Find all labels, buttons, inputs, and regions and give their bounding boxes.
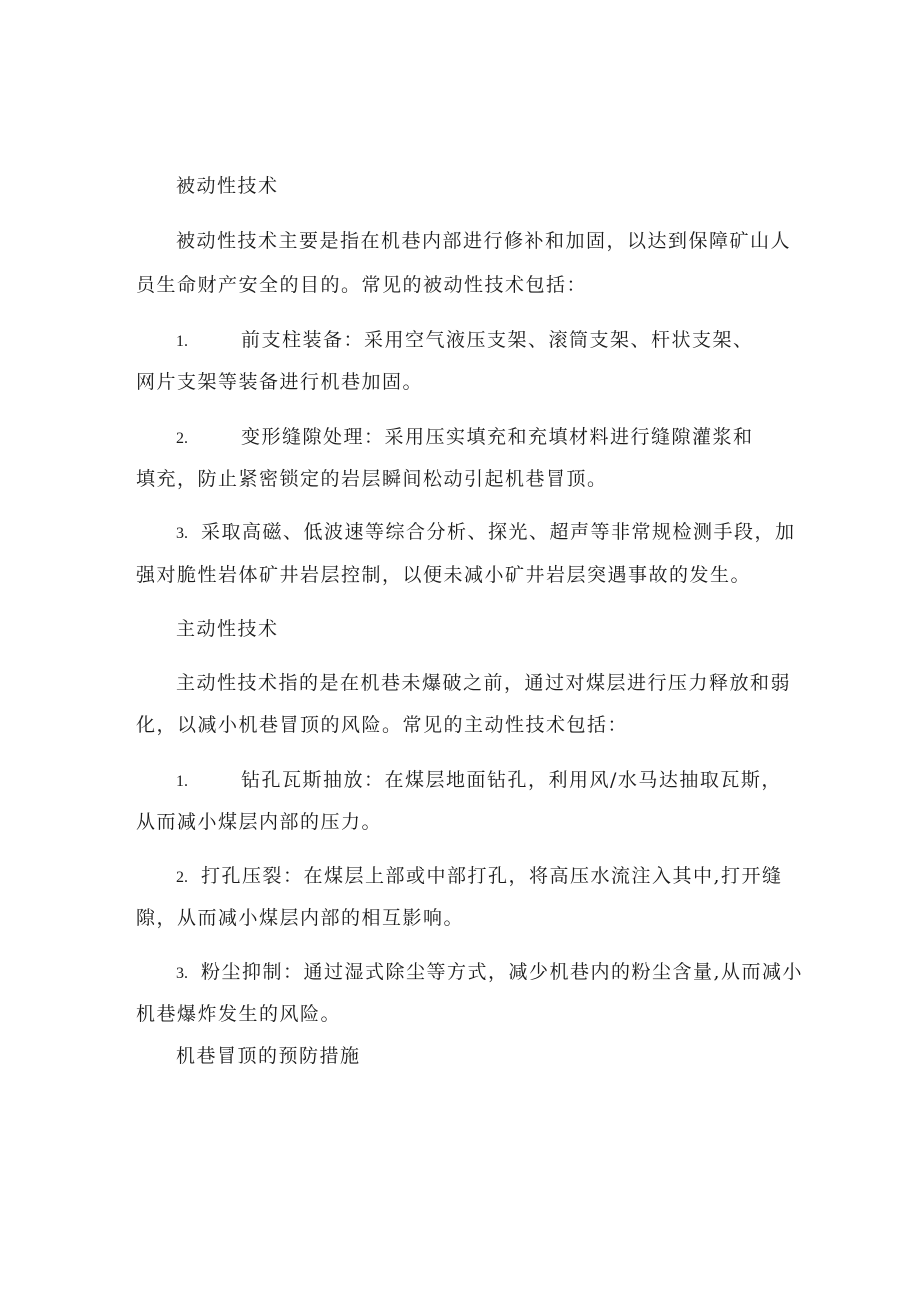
paragraph-active-intro-line2: 化，以减小机巷冒顶的风险。常见的主动性技术包括： bbox=[136, 714, 629, 736]
list-number: 1. bbox=[176, 773, 188, 790]
paragraph-passive-intro-line1: 被动性技术主要是指在机巷内部进行修补和加固，以达到保障矿山人 bbox=[176, 230, 792, 252]
list-item-text: 从而减小煤层内部的压力。 bbox=[136, 811, 383, 833]
list-item-text: 粉尘抑制：通过湿式除尘等方式，减少机巷内的粉尘含量,从而减小 bbox=[201, 961, 804, 983]
section-heading-active: 主动性技术 bbox=[176, 618, 279, 640]
list-item-text: 填充，防止紧密锁定的岩层瞬间松动引起机巷冒顶。 bbox=[136, 468, 608, 490]
list-item-text: 机巷爆炸发生的风险。 bbox=[136, 1003, 342, 1025]
paragraph-passive-intro-line2: 员生命财产安全的目的。常见的被动性技术包括： bbox=[136, 274, 588, 296]
paragraph-active-intro-line1: 主动性技术指的是在机巷未爆破之前，通过对煤层进行压力释放和弱 bbox=[176, 672, 792, 694]
list-number: 2. bbox=[176, 430, 188, 447]
list-item-text: 前支柱装备：采用空气液压支架、滚筒支架、杆状支架、 bbox=[241, 329, 754, 351]
list-number: 3. bbox=[176, 525, 188, 542]
list-item-text: 强对脆性岩体矿井岩层控制，以便未减小矿井岩层突遇事故的发生。 bbox=[136, 564, 752, 586]
section-heading-passive: 被动性技术 bbox=[176, 175, 279, 197]
list-item-text: 采取高磁、低波速等综合分析、探光、超声等非常规检测手段，加 bbox=[201, 521, 796, 543]
list-item-text: 变形缝隙处理：采用压实填充和充填材料进行缝隙灌浆和 bbox=[241, 426, 754, 448]
list-item-text: 钻孔瓦斯抽放：在煤层地面钻孔，利用风/水马达抽取瓦斯， bbox=[241, 769, 782, 791]
list-number: 1. bbox=[176, 333, 188, 350]
list-number: 3. bbox=[176, 965, 188, 982]
list-number: 2. bbox=[176, 869, 188, 886]
section-heading-prevention: 机巷冒顶的预防措施 bbox=[176, 1045, 361, 1067]
list-item-text: 网片支架等装备进行机巷加固。 bbox=[136, 371, 424, 393]
list-item-text: 隙，从而减小煤层内部的相互影响。 bbox=[136, 907, 465, 929]
list-item-text: 打孔压裂：在煤层上部或中部打孔，将高压水流注入其中,打开缝 bbox=[201, 865, 783, 887]
